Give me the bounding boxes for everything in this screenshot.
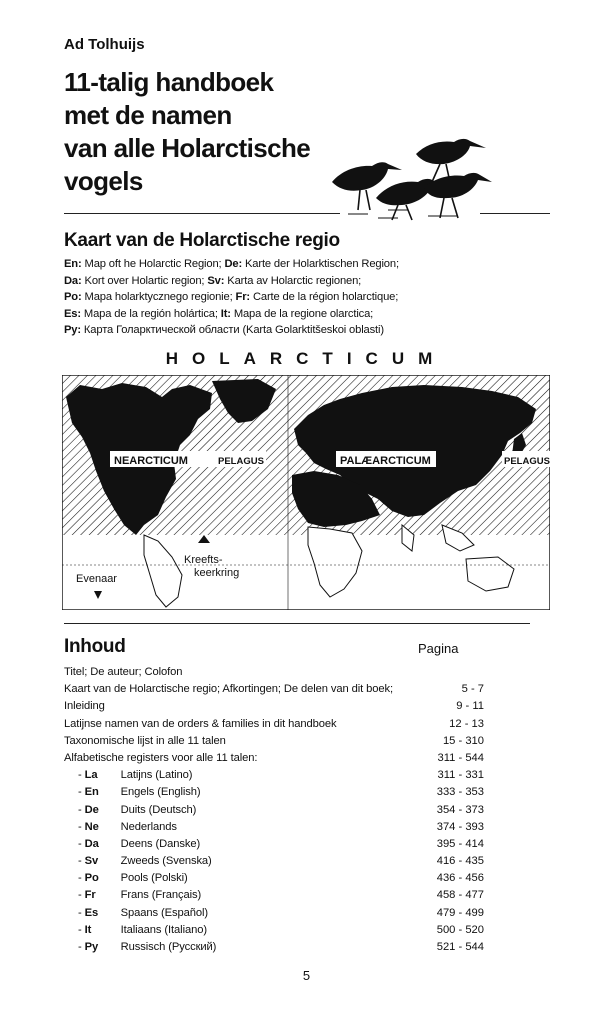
author-name: Ad Tolhuijs (64, 36, 145, 53)
translation-line: Po: Mapa holarktycznego regionie; Fr: Carte de la région holarctique; (64, 291, 399, 304)
page-number: 5 (302, 968, 311, 983)
toc-row: Titel; De auteur; Colofon (64, 666, 183, 678)
page-title (64, 66, 324, 198)
toc-language-row: - La Latijns (Latino) 311 - 331 (78, 769, 484, 782)
holarctic-map (62, 375, 550, 610)
pagina-label: Pagina (418, 641, 459, 656)
title-line-3: van alle Holarctische (64, 133, 311, 163)
toc-row: Alfabetische registers voor alle 11 talen: 311 - 544 (64, 751, 484, 764)
toc-language-row: - Fr Frans (Français) 458 - 477 (78, 889, 484, 902)
contents-heading: Inhoud (64, 636, 126, 657)
map-section-heading: Kaart van de Holarctische regio (64, 230, 340, 251)
toc-language-row: - It Italiaans (Italiano) 500 - 520 (78, 923, 484, 936)
translation-line: Da: Kort over Holartic region; Sv: Karta av Holarctic regionen; (64, 274, 362, 287)
toc-language-row: - Es Spaans (Español) 479 - 499 (78, 906, 484, 919)
toc-row: Inleiding 9 - 11 (64, 700, 484, 713)
toc-language-row: - Sv Zweeds (Svenska) 416 - 435 (78, 855, 484, 868)
title-line-4: vogels (64, 166, 143, 196)
toc-language-row: - Da Deens (Danske) 395 - 414 (78, 837, 484, 850)
toc-language-row: - Po Pools (Polski) 436 - 456 (78, 872, 484, 885)
label-pelagus-left: PELAGUS (218, 456, 264, 467)
contents-divider (64, 623, 530, 624)
label-evenaar: Evenaar (76, 573, 117, 585)
label-palaearcticum: PALÆARCTICUM (340, 455, 431, 467)
translation-line: Es: Mapa de la región holártica; It: Mapa de la regione olarctica; (64, 307, 374, 320)
map-title-translations (64, 256, 399, 339)
map-title: HOLARCTICUM (165, 349, 447, 368)
toc-language-row: - Ne Nederlands 374 - 393 (78, 820, 484, 833)
label-nearcticum: NEARCTICUM (114, 455, 188, 467)
toc-row: Latijnse namen van de orders & families in dit handboek 12 - 13 (64, 717, 484, 730)
toc-row: Taxonomische lijst in alle 11 talen 15 - 310 (64, 734, 484, 747)
toc-language-row: - De Duits (Deutsch) 354 - 373 (78, 803, 484, 816)
translation-line: Py: Карта Голарктической области (Karta Golarktitšeskoi oblasti) (64, 324, 384, 337)
title-line-2: met de namen (64, 100, 232, 130)
title-divider-left (64, 213, 340, 214)
label-pelagus-right: PELAGUS (504, 456, 550, 467)
title-line-1: 11-talig handboek (64, 67, 274, 97)
birds-silhouette-icon (328, 128, 554, 222)
toc-language-row: - En Engels (English) 333 - 353 (78, 786, 484, 799)
label-keerkring: keerkring (194, 567, 240, 579)
table-of-contents (64, 664, 494, 956)
toc-language-row: - Py Russisch (Русский) 521 - 544 (78, 941, 484, 953)
toc-row: Kaart van de Holarctische regio; Afkortingen; De delen van dit boek; 5 - 7 (64, 683, 484, 696)
label-kreefts: Kreefts- (184, 554, 223, 566)
translation-line: En: Map oft he Holarctic Region; De: Karte der Holarktischen Region; (64, 258, 399, 270)
